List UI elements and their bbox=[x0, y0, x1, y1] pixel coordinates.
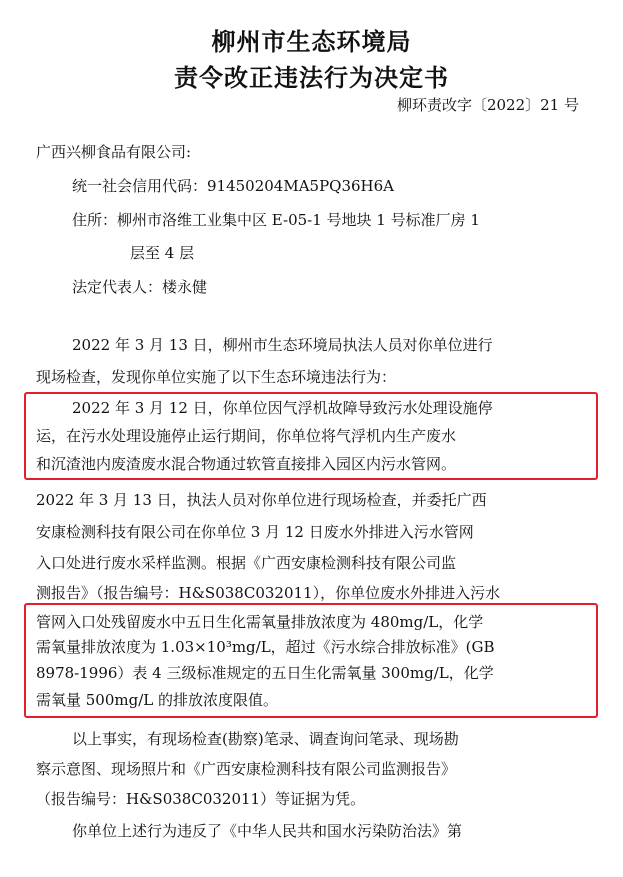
document-title-line2: 责令改正违法行为决定书 bbox=[174, 64, 449, 92]
recipient-legal-rep: 法定代表人：楼永健 bbox=[72, 278, 208, 296]
recipient-address-line1: 住所：柳州市洛维工业集中区 E-05-1 号地块 1 号标准厂房 1 bbox=[72, 211, 480, 229]
recipient-credit-code: 统一社会信用代码：91450204MA5PQ36H6A bbox=[72, 177, 395, 195]
body-line: 2022 年 3 月 13 日，执法人员对你单位进行现场检查，并委托广西 bbox=[36, 491, 487, 509]
body-line: 和沉渣池内废渣废水混合物通过软管直接排入园区内污水管网。 bbox=[36, 455, 457, 473]
body-line: （报告编号：H&S038C032011）等证据为凭。 bbox=[36, 790, 366, 808]
body-line: 管网入口处残留废水中五日生化需氧量排放浓度为 480mg/L，化学 bbox=[36, 613, 484, 631]
body-line: 2022 年 3 月 12 日，你单位因气浮机故障导致污水处理设施停 bbox=[72, 399, 493, 417]
recipient-company: 广西兴柳食品有限公司: bbox=[36, 143, 192, 161]
body-line: 你单位上述行为违反了《中华人民共和国水污染防治法》第 bbox=[72, 822, 463, 840]
body-line: 2022 年 3 月 13 日，柳州市生态环境局执法人员对你单位进行 bbox=[72, 336, 493, 354]
document-number: 柳环责改字〔2022〕21 号 bbox=[396, 96, 579, 114]
body-line: 以上事实，有现场检查(勘察)笔录、调查询问笔录、现场勘 bbox=[72, 730, 459, 748]
body-line: 察示意图、现场照片和《广西安康检测科技有限公司监测报告》 bbox=[36, 760, 457, 778]
body-line: 入口处进行废水采样监测。根据《广西安康检测科技有限公司监 bbox=[36, 554, 457, 572]
body-line: 测报告》（报告编号：H&S038C032011），你单位废水外排进入污水 bbox=[36, 584, 501, 602]
body-line: 运，在污水处理设施停止运行期间，你单位将气浮机内生产废水 bbox=[36, 427, 457, 445]
body-line: 需氧量排放浓度为 1.03×10³mg/L，超过《污水综合排放标准》(GB bbox=[36, 638, 495, 656]
body-line: 需氧量 500mg/L 的排放浓度限值。 bbox=[36, 691, 279, 709]
body-line: 8978-1996）表 4 三级标准规定的五日生化需氧量 300mg/L，化学 bbox=[36, 664, 494, 682]
body-line: 安康检测科技有限公司在你单位 3 月 12 日废水外排进入污水管网 bbox=[36, 523, 474, 541]
body-line: 现场检查，发现你单位实施了以下生态环境违法行为： bbox=[36, 368, 397, 386]
recipient-address-line2: 层至 4 层 bbox=[130, 244, 195, 262]
document-title-line1: 柳州市生态环境局 bbox=[211, 28, 412, 56]
